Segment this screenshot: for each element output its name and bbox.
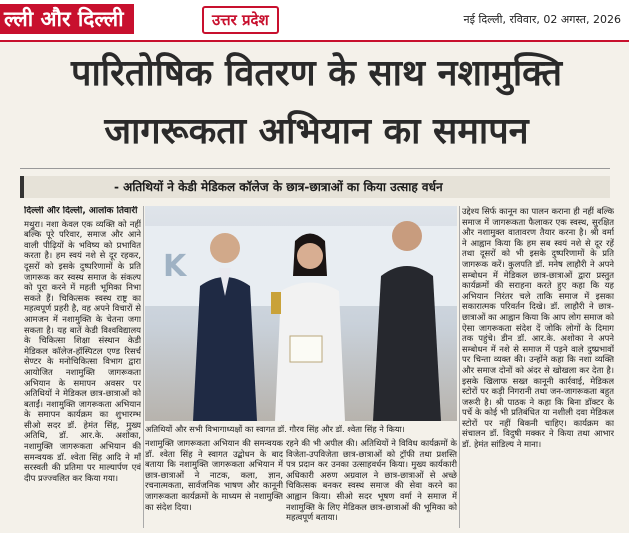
headline-rule bbox=[20, 168, 610, 169]
photo-illustration bbox=[145, 206, 457, 421]
photo-caption: अतिथियों और सभी विभागाध्यक्षों का स्वागत डॉ. गौरव सिंह और डॉ. श्वेता सिंह ने किया। bbox=[145, 424, 405, 434]
article-column-2 bbox=[145, 438, 283, 528]
headline-line-1: पारितोषिक वितरण के साथ नशामुक्ति bbox=[71, 53, 562, 94]
column-1-text: मथुरा। नशा केवल एक व्यक्ति को नहीं बल्कि पूरे परिवार, समाज और आने वाली पीढ़ियों के भविष्य को प्रभावित करता है। हम स्वयं नशे से दूर रहकर, दूसरों को इसके दुष्परिणामों के प्रति जागरूक कर स्वस्थ समाज के संकल्प को पूरा करने में महती भूमिका निभा सकते हैं। चिकित्सक स्वस्थ राष्ट्र का महत्वपूर्ण प्रहरी है, वह अपने विचारों से आमजन में नशामुक्ति के चेतना जगा सकता है। यह बातें केडी विश्वविद्यालय के चिकित्सा शिक्षा संस्थान केडी मेडिकल कॉलेज-हॉस्पिटल एण्ड रिसर्च सेण्टर के मनोचिकित्सा विभाग द्वारा आयोजित नशामुक्ति जागरूकता अभियान के समापन अवसर पर अतिथियों ने मेडिकल छात्र-छात्राओं को बताईं। नशामुक्ति जागरूकता अभियान के समापन कार्यक्रम का शुभारम्भ सीओ सदर डॉ. हेमंत सिंह, मुख्य अतिथि, डॉ. आर.के. अशोका, नशामुक्ति जागरूकता अभियान की समन्वयक डॉ. श्वेता सिंह आदि ने माँ सरस्वती की प्रतिमा पर माल्यार्पण एवं दीप प्रज्ज्वलित कर किया गया। bbox=[24, 218, 141, 483]
masthead bbox=[0, 0, 629, 42]
column-3-text: रहने की भी अपील की। अतिथियों ने विविध कार्यक्रमों के विजेता-उपविजेता छात्र-छात्राओं को ट्रॉफी तथा प्रशस्ति पत्र प्रदान कर उनका उत्साहवर्धन किया। मुख्य कार्यकारी अधिकारी अरुण अग्रवाल ने छात्र-छात्राओं से अच्छे चिकित्सक बनकर स्वस्थ समाज की सेवा करने का आह्वान किया। सीओ सदर भूषण वर्मा ने समाज में नशामुक्ति के लिए मेडिकल छात्र-छात्राओं की भूमिका को महत्वपूर्ण बताया। bbox=[286, 438, 457, 523]
column-2-text: नशामुक्ति जागरूकता अभियान की समन्वयक डॉ. श्वेता सिंह ने स्वागत उद्बोधन के बाद बताया कि नशामुक्ति जागरूकता अभियान में छात्र-छात्राओं ने नाटक, कला, ज्ञान, रचनात्मकता, सार्वजनिक भाषण और कानूनी जागरूकता कार्यक्रमों के माध्यम से नशामुक्ति का संदेश दिया। bbox=[145, 438, 283, 512]
section-label: उत्तर प्रदेश bbox=[202, 6, 279, 34]
column-4-text: उद्देश्य सिर्फ कानून का पालन कराना ही नहीं बल्कि समाज में जागरूकता फैलाकर एक स्वस्थ, सुरक्षित और नशामुक्त वातावरण तैयार करना है। श्री वर्मा ने आह्वान किया कि हम सब स्वयं नशे से दूर रहें तथा दूसरों को भी इसके दुष्परिणामों के प्रति जागरूक करें। कुलपति डॉ. मनेष लाहौरी ने अपने सम्बोधन में मेडिकल छात्र-छात्राओं द्वारा प्रस्तुत कार्यक्रमों की सराहना करते हुए कहा कि यह अभियान निरंतर चले ताकि समाज में इसका सकारात्मक परिवर्तन दिखे। डॉ. लाहौरी ने छात्र-छात्राओं का आह्वान किया कि आप लोग समाज को ऐसा जागरूकता संदेश दें जोकि लोगों के दिमाग तक पहुंचे। डीन डॉ. आर.के. अशोका ने अपने सम्बोधन में नशे से समाज में पड़ने वाले दुष्प्रभावों पर चिन्ता व्यक्त की। उन्होंने कहा कि नशा व्यक्ति और समाज दोनों को अंदर से खोखला कर देता है। इसके खिलाफ सख्त कानूनी कार्रवाई, मेडिकल स्टोरों पर कड़ी निगरानी तथा जन-जागरूकता बहुत जरूरी है। श्री पाठक ने कहा कि बिना डॉक्टर के पर्चे के कोई भी प्रतिबंधित या नशीली दवा मेडिकल स्टोरों पर नहीं बिकनी चाहिए। कार्यक्रम का संचालन डॉ. विदुषी मक्कर ने किया तथा आभार डॉ. हेमंत सांडिल्य ने माना। bbox=[462, 206, 614, 450]
column-divider bbox=[459, 206, 460, 528]
article-column-3 bbox=[286, 438, 457, 528]
svg-text:K: K bbox=[163, 249, 187, 284]
headline-line-2: जागरूकता अभियान का समापन bbox=[104, 111, 529, 152]
article-column-4 bbox=[462, 206, 614, 528]
column-divider bbox=[143, 206, 144, 528]
byline: दिल्ली और दिल्ली, आलोक तिवारी bbox=[24, 206, 138, 216]
newspaper-brand: ल्ली और दिल्ली bbox=[0, 4, 134, 34]
subheadline: - अतिथियों ने केडी मेडिकल कॉलेज के छात्र-छात्राओं का किया उत्साह वर्धन bbox=[20, 176, 610, 198]
article-column-1 bbox=[24, 206, 141, 528]
dateline: नई दिल्ली, रविवार, 02 अगस्त, 2026 bbox=[463, 13, 621, 26]
event-photo bbox=[145, 206, 457, 421]
